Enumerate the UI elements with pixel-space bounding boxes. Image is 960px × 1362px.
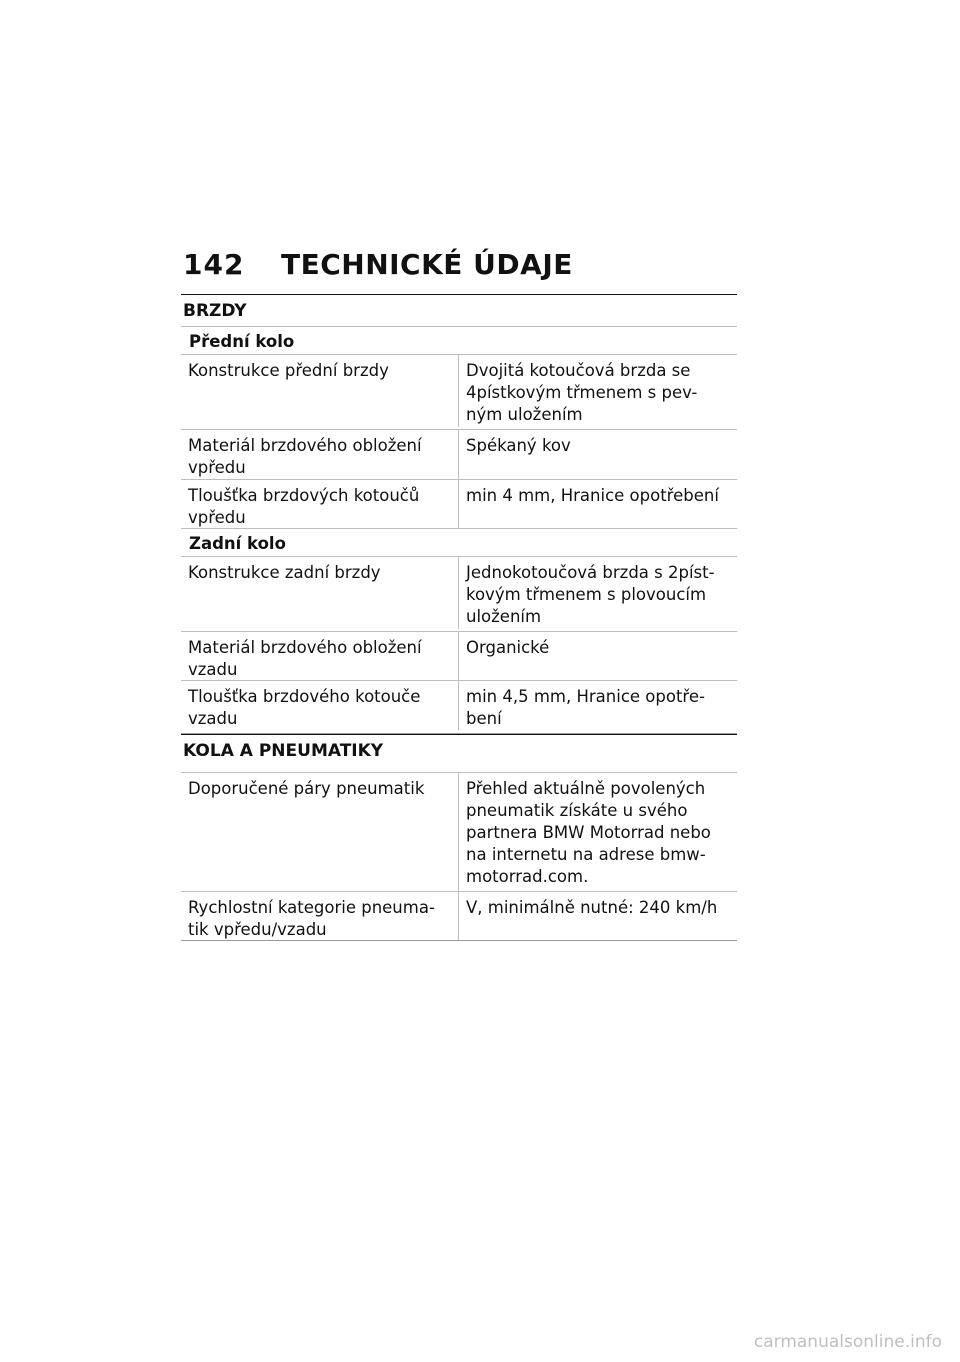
- page-number: 142: [183, 247, 245, 281]
- row-label: Materiál brzdového obložení vzadu: [181, 632, 459, 680]
- table-row: [181, 479, 737, 528]
- row-label: Tloušťka brzdových kotoučů vpředu: [181, 480, 459, 528]
- row-label: Tloušťka brzdového kotouče vzadu: [181, 681, 459, 730]
- row-value: Dvojitá kotoučová brzda se 4pístkovým třmenem s pev-ným uložením: [466, 361, 698, 424]
- section-wheels-tyres: [181, 734, 737, 941]
- table-row: [181, 891, 737, 941]
- row-label: Doporučené páry pneumatik: [181, 773, 459, 891]
- section-title: KOLA A PNEUMATIKY: [183, 741, 384, 761]
- row-label: Materiál brzdového obložení vpředu: [181, 430, 459, 479]
- table-row: [181, 772, 737, 891]
- page-title: TECHNICKÉ ÚDAJE: [281, 247, 573, 281]
- row-value: V, minimálně nutné: 240 km/h: [466, 898, 718, 917]
- row-label: Konstrukce zadní brzdy: [181, 557, 459, 629]
- table-row: [181, 354, 737, 429]
- table-row: [181, 429, 737, 479]
- watermark: carmanualsonline.info: [753, 1332, 942, 1352]
- page-header: [183, 244, 573, 284]
- row-value: Jednokotoučová brzda s 2píst-kovým třmenem s plovoucím uložením: [466, 563, 715, 626]
- row-value: Organické: [466, 638, 550, 657]
- table-row: [181, 631, 737, 680]
- section-title: BRZDY: [183, 301, 247, 321]
- group-title-rear: Zadní kolo: [181, 528, 737, 556]
- table-row: [181, 556, 737, 631]
- row-label: Rychlostní kategorie pneuma-tik vpředu/vzadu: [181, 892, 459, 940]
- row-value: Přehled aktuálně povolených pneumatik získáte u svého partnera BMW Motorrad nebo na internetu na adrese bmw-motorrad.com.: [466, 779, 711, 886]
- row-value: min 4,5 mm, Hranice opotře-bení: [466, 687, 705, 728]
- section-brakes: [181, 294, 737, 734]
- table-row: [181, 680, 737, 734]
- group-title-front: Přední kolo: [181, 326, 737, 354]
- row-label: Konstrukce přední brzdy: [181, 355, 459, 427]
- row-value: min 4 mm, Hranice opotřebení: [466, 486, 719, 505]
- row-value: Spékaný kov: [466, 436, 571, 455]
